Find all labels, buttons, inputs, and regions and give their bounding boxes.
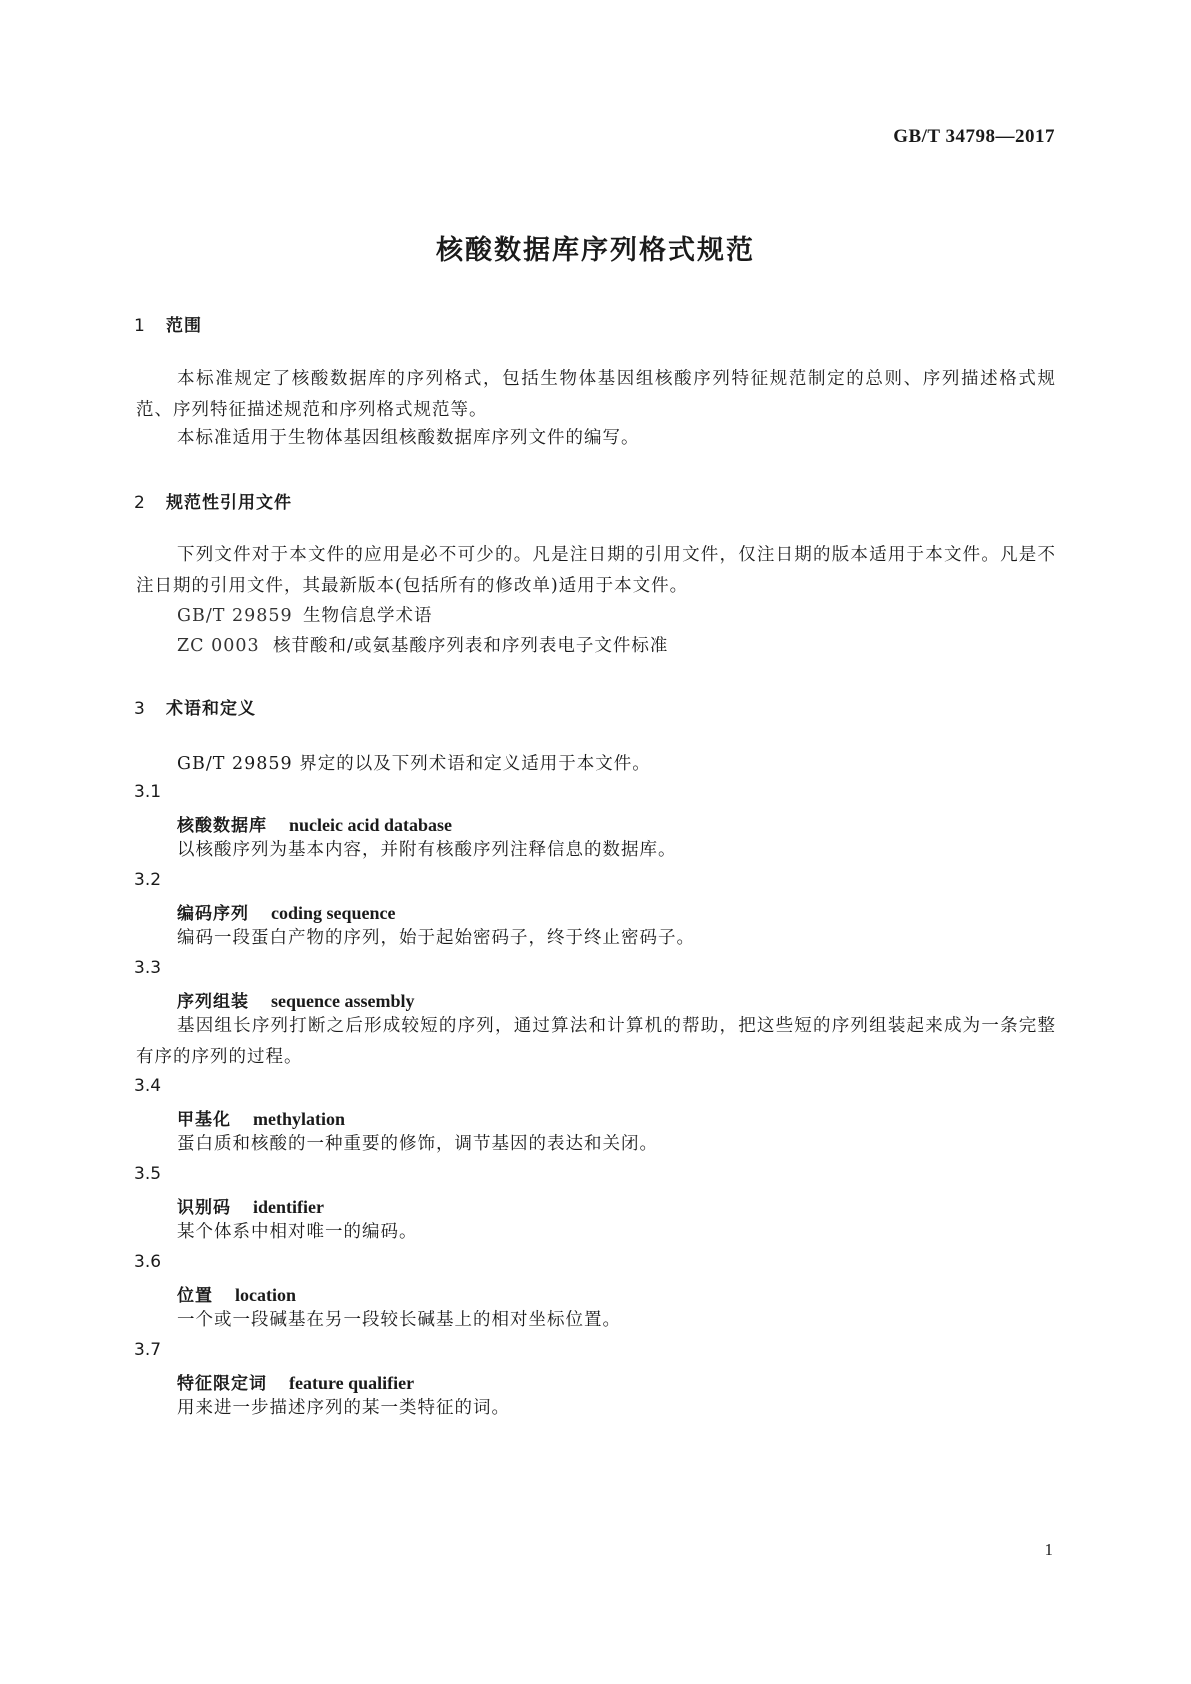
term-name xyxy=(177,1105,345,1130)
term-number: 3.3 xyxy=(134,958,162,978)
term-name-zh: 序列组装 xyxy=(177,992,249,1012)
term-name xyxy=(177,1369,414,1394)
term-definition: 以核酸序列为基本内容，并附有核酸序列注释信息的数据库。 xyxy=(177,840,677,860)
reference-item xyxy=(177,632,668,657)
term-name-en: feature qualifier xyxy=(289,1373,415,1393)
section-3-intro: GB/T 29859 界定的以及下列术语和定义适用于本文件。 xyxy=(177,754,651,774)
term-definition: 蛋白质和核酸的一种重要的修饰，调节基因的表达和关闭。 xyxy=(177,1134,658,1154)
reference-item xyxy=(177,602,433,627)
section-2-heading xyxy=(134,488,292,513)
section-number: 1 xyxy=(134,316,146,336)
term-name xyxy=(177,899,396,924)
term-definition: 基因组长序列打断之后形成较短的序列，通过算法和计算机的帮助，把这些短的序列组装起来成为一条完整有序的序列的过程。 xyxy=(136,1016,1056,1067)
term-name xyxy=(177,811,452,836)
term-definition: 编码一段蛋白产物的序列，始于起始密码子，终于终止密码子。 xyxy=(177,928,695,948)
section-number: 3 xyxy=(134,699,146,719)
term-name xyxy=(177,1281,296,1306)
term-number: 3.2 xyxy=(134,870,162,890)
term-number: 3.7 xyxy=(134,1340,162,1360)
page-number: 1 xyxy=(1044,1540,1053,1559)
section-title: 术语和定义 xyxy=(166,699,256,719)
section-3-heading xyxy=(134,694,256,719)
term-name-en: location xyxy=(235,1285,296,1305)
term-name-en: methylation xyxy=(253,1109,345,1129)
term-definition: 用来进一步描述序列的某一类特征的词。 xyxy=(177,1398,510,1418)
term-name-zh: 识别码 xyxy=(177,1198,231,1218)
reference-code: ZC 0003 xyxy=(177,636,260,656)
section-2-paragraph: 下列文件对于本文件的应用是必不可少的。凡是注日期的引用文件，仅注日期的版本适用于本文件。凡是不注日期的引用文件，其最新版本(包括所有的修改单)适用于本文件。 xyxy=(136,545,1056,596)
term-definition: 某个体系中相对唯一的编码。 xyxy=(177,1222,418,1242)
term-name-en: identifier xyxy=(253,1197,324,1217)
term-name-en: coding sequence xyxy=(271,903,396,923)
section-title: 规范性引用文件 xyxy=(166,493,292,513)
term-number: 3.5 xyxy=(134,1164,162,1184)
term-name-zh: 特征限定词 xyxy=(177,1374,267,1394)
term-name-zh: 编码序列 xyxy=(177,904,249,924)
term-number: 3.1 xyxy=(134,782,162,802)
term-name xyxy=(177,987,415,1012)
term-name xyxy=(177,1193,324,1218)
term-name-zh: 甲基化 xyxy=(177,1110,231,1130)
section-1-paragraph: 本标准规定了核酸数据库的序列格式，包括生物体基因组核酸序列特征规范制定的总则、序列描述格式规范、序列特征描述规范和序列格式规范等。 xyxy=(136,369,1056,420)
term-name-zh: 核酸数据库 xyxy=(177,816,267,836)
section-title: 范围 xyxy=(166,316,202,336)
section-number: 2 xyxy=(134,493,146,513)
term-number: 3.4 xyxy=(134,1076,162,1096)
reference-code: GB/T 29859 xyxy=(177,606,293,626)
standard-code: GB/T 34798—2017 xyxy=(893,126,1055,147)
term-number: 3.6 xyxy=(134,1252,162,1272)
term-name-en: sequence assembly xyxy=(271,991,415,1011)
term-name-zh: 位置 xyxy=(177,1286,213,1306)
section-1-heading xyxy=(134,311,202,336)
term-name-en: nucleic acid database xyxy=(289,815,453,835)
reference-title: 生物信息学术语 xyxy=(303,606,433,626)
section-1-paragraph: 本标准适用于生物体基因组核酸数据库序列文件的编写。 xyxy=(177,428,640,448)
document-title: 核酸数据库序列格式规范 xyxy=(436,235,755,266)
reference-title: 核苷酸和/或氨基酸序列表和序列表电子文件标准 xyxy=(273,636,669,656)
term-definition: 一个或一段碱基在另一段较长碱基上的相对坐标位置。 xyxy=(177,1310,621,1330)
